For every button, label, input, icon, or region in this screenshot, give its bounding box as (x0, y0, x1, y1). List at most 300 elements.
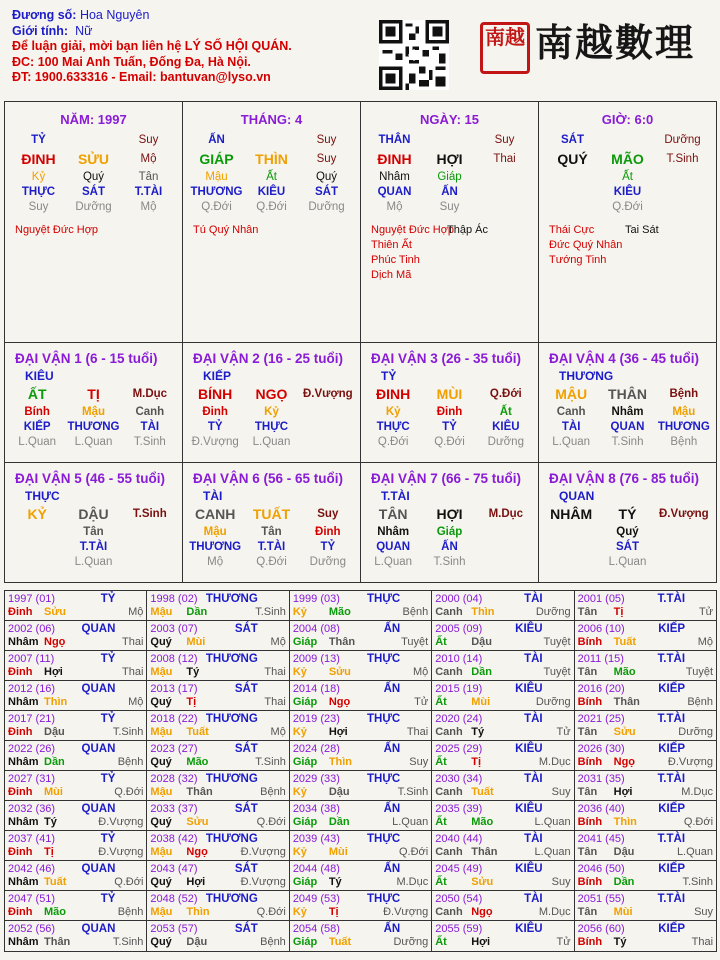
annual-stage: Bệnh (117, 756, 144, 768)
annual-cell (432, 681, 574, 710)
hidden-stem: Kỷ (31, 171, 46, 183)
annual-year: 2032 (36) (8, 803, 56, 815)
annual-top (578, 833, 713, 846)
annual-branch: Tị (328, 906, 339, 918)
stage: L.Quan (74, 436, 113, 448)
annual-stage: L.Quan (534, 846, 571, 858)
pillar-star: THÂN (378, 134, 411, 146)
dai-van-star: THƯƠNG (559, 369, 614, 383)
annual-top (578, 803, 713, 816)
annual-top (293, 833, 428, 846)
annual-stage: Bệnh (117, 906, 144, 918)
dai-van-hidden-stems (361, 525, 538, 540)
stage (9, 555, 65, 570)
annual-branch: Tuất (613, 636, 637, 648)
annual-stage: Đ.Vượng (98, 816, 144, 828)
annual-cell (147, 711, 289, 740)
annual-year: 2023 (27) (150, 743, 198, 755)
annual-stem: Ất (435, 696, 447, 708)
annual-branch: Sửu (186, 816, 209, 828)
annual-stem: Bính (577, 816, 603, 828)
annual-cell (432, 801, 574, 830)
annual-bottom (435, 816, 570, 829)
annual-branch: Tuất (328, 936, 352, 948)
annual-year: 2030 (34) (435, 773, 483, 785)
annual-stage: Dưỡng (393, 936, 429, 948)
annual-cell (147, 651, 289, 680)
annual-bottom (435, 636, 570, 649)
stage: T.Sinh (133, 436, 166, 448)
stage: Q.Đới (256, 556, 287, 568)
annual-stem: Kỷ (292, 666, 307, 678)
annual-bottom (435, 936, 570, 949)
dai-van-title: ĐẠI VẬN 3 (26 - 35 tuổi) (371, 351, 522, 366)
annual-stem: Đinh (8, 906, 33, 918)
annual-branch: Tý (44, 816, 57, 828)
annual-stage: Bệnh (402, 606, 429, 618)
annual-year: 2042 (46) (8, 863, 56, 875)
annual-year: 2031 (35) (577, 773, 625, 785)
name-line (12, 8, 372, 24)
annual-cell (575, 801, 716, 830)
hidden-star: THỰC (254, 421, 289, 433)
annual-branch: Dậu (471, 636, 492, 648)
annual-stem: Mậu (150, 786, 173, 798)
dai-van-can: ẤT (27, 386, 47, 402)
pillar-star-row (11, 133, 176, 148)
dai-van-can-chi (539, 383, 716, 405)
hidden-stem: Nhâm (611, 406, 644, 418)
stage: L.Quan (252, 436, 291, 448)
pillar-title: NĂM: 1997 (60, 112, 127, 127)
annual-row (5, 891, 716, 921)
annual-branch: Sửu (328, 666, 351, 678)
annual-top (8, 683, 143, 696)
annual-star: ẤN (383, 743, 401, 755)
annual-year: 2034 (38) (292, 803, 340, 815)
annual-bottom (293, 666, 428, 679)
pillar-star (66, 133, 121, 148)
annual-top (150, 683, 285, 696)
annual-cell (290, 891, 432, 920)
pillar-star: ẤN (208, 134, 225, 146)
hidden-star: THƯƠNG (67, 421, 120, 433)
annual-cell (147, 831, 289, 860)
annual-star: THỰC (367, 713, 401, 725)
stage: T.Sinh (433, 556, 466, 568)
dai-van-title: ĐẠI VẬN 7 (66 - 75 tuổi) (371, 471, 522, 486)
annual-stem: Nhâm (8, 816, 39, 828)
dai-van-can-chi (183, 503, 360, 525)
pillar-hidden-stars (11, 185, 176, 200)
annual-stem: Nhâm (8, 936, 39, 948)
qr-code-icon (379, 20, 449, 90)
hidden-stem (9, 525, 65, 540)
dai-van-hidden-stars (361, 420, 538, 435)
annual-star: KIÊU (515, 923, 543, 935)
annual-star: TÀI (524, 773, 543, 785)
annual-star: SÁT (234, 683, 258, 695)
gender-label: Giới tính: (12, 23, 69, 38)
annual-stem: Nhâm (8, 756, 39, 768)
annual-cell (290, 651, 432, 680)
annual-bottom (150, 786, 285, 799)
annual-branch: Tuất (44, 876, 67, 888)
annual-top (293, 743, 428, 756)
annual-year: 2025 (29) (435, 743, 483, 755)
hidden-star (656, 540, 712, 555)
annual-top (578, 713, 713, 726)
hidden-stem: Nhâm (379, 171, 410, 183)
dai-van-hidden-stars (5, 420, 182, 435)
annual-bottom (8, 666, 143, 679)
annual-cell (575, 921, 716, 951)
annual-stage: Đ.Vượng (383, 906, 429, 918)
annual-bottom (150, 816, 285, 829)
dai-van-can: CANH (194, 506, 236, 522)
annual-branch: Dậu (328, 786, 350, 798)
annual-top (150, 653, 285, 666)
annual-year: 2029 (33) (292, 773, 340, 785)
dai-van-hidden-stems (5, 525, 182, 540)
annual-row (5, 831, 716, 861)
annual-star: ẤN (383, 623, 401, 635)
annual-star: SÁT (234, 623, 258, 635)
dai-van-stages (5, 555, 182, 570)
annual-star: ẤN (383, 923, 401, 935)
hidden-star: QUAN (376, 541, 411, 553)
dai-van-hidden-stars (183, 420, 360, 435)
annual-year: 2027 (31) (8, 773, 56, 785)
hidden-stem: Mậu (203, 526, 227, 538)
annual-cell (432, 711, 574, 740)
dai-van-title: ĐẠI VẬN 2 (16 - 25 tuổi) (193, 351, 344, 366)
pillar-star: TỶ (31, 134, 46, 146)
annual-stem: Canh (435, 726, 463, 738)
annual-stage: Bệnh (260, 786, 286, 798)
annual-top (435, 893, 570, 906)
annual-stage: Tuyệt (543, 636, 571, 648)
annual-branch: Hợi (44, 666, 63, 678)
annual-bottom (578, 846, 713, 859)
dai-van-can-chi (5, 383, 182, 405)
annual-stem: Quý (150, 756, 172, 768)
annual-year: 1999 (03) (292, 593, 340, 605)
annual-cell (290, 771, 432, 800)
annual-branch: Mão (328, 606, 351, 618)
annual-cell (5, 711, 147, 740)
pillar-3 (361, 102, 539, 342)
annual-stem: Bính (577, 876, 603, 888)
annual-bottom (435, 846, 570, 859)
annual-cell (290, 681, 432, 710)
stage: Suy (28, 201, 49, 213)
annual-bottom (8, 636, 143, 649)
hidden-stem: Mậu (672, 406, 696, 418)
stage (543, 555, 599, 570)
dai-van-5 (5, 463, 183, 582)
annual-branch: Ngọ (613, 756, 636, 768)
dai-van-row-1 (5, 343, 716, 463)
annual-branch: Thân (44, 936, 71, 948)
hidden-star: TỶ (320, 541, 336, 553)
annual-cell (290, 621, 432, 650)
annual-top (293, 893, 428, 906)
annual-branch: Mùi (613, 906, 633, 918)
annual-top (578, 773, 713, 786)
pillar-main: ĐINH (21, 151, 56, 167)
stage (477, 200, 532, 215)
annual-stage: Đ.Vượng (240, 846, 286, 858)
hidden-star: QUAN (610, 421, 645, 433)
annual-cell (432, 771, 574, 800)
hidden-stem: Ất (266, 171, 277, 183)
pillar-star: Suy (494, 134, 515, 146)
annual-bottom (578, 666, 713, 679)
annual-year: 2049 (53) (292, 893, 340, 905)
annual-top (435, 803, 570, 816)
annual-star: KIÊU (515, 683, 543, 695)
annual-stem: Kỷ (292, 606, 307, 618)
annual-star: QUAN (81, 743, 116, 755)
dai-van-1 (5, 343, 183, 462)
annual-top (8, 923, 143, 936)
annual-cell (575, 771, 716, 800)
annual-table (4, 590, 717, 952)
annual-top (293, 683, 428, 696)
annual-cell (5, 741, 147, 770)
hidden-star: TỶ (442, 421, 457, 433)
hidden-stem (655, 170, 710, 185)
dai-van-row-2 (5, 463, 716, 582)
annual-stage: Q.Đới (399, 846, 429, 858)
annual-bottom (578, 876, 713, 889)
annual-stem: Canh (435, 906, 463, 918)
annual-stage: Mộ (412, 666, 429, 678)
annual-top (578, 923, 713, 936)
annual-bottom (8, 846, 143, 859)
annual-cell (575, 711, 716, 740)
annual-star: KIÊU (515, 803, 543, 815)
annual-bottom (150, 936, 285, 949)
annual-stem: Mậu (150, 726, 173, 738)
annual-year: 2012 (16) (8, 683, 56, 695)
dai-van-chi: TÝ (618, 506, 637, 522)
hidden-stem: Đinh (202, 406, 228, 418)
annual-year: 2010 (14) (435, 653, 483, 665)
dai-van-star: TỶ (381, 369, 397, 383)
annual-year: 2051 (55) (577, 893, 625, 905)
chart-grid (4, 101, 717, 583)
annual-stage: L.Quan (676, 846, 714, 858)
annual-cell (432, 921, 574, 951)
brand-calligraphy: 南越數理 (535, 20, 696, 65)
annual-stem: Giáp (292, 756, 318, 768)
annual-stem: Bính (577, 756, 603, 768)
annual-cell (147, 741, 289, 770)
dai-van-chi: THÂN (608, 386, 647, 402)
annual-cell (575, 591, 716, 620)
hidden-star: TÀI (561, 421, 581, 433)
annual-bottom (578, 636, 713, 649)
annual-top (435, 653, 570, 666)
annual-stage: Tử (556, 726, 571, 738)
annual-stage: Tử (698, 606, 714, 618)
annual-top (435, 833, 570, 846)
annual-stage: Tuyệt (543, 666, 571, 678)
contact-line: Để luận giải, mời bạn liên hệ LÝ SỐ HỘI QUÁN. (12, 39, 292, 53)
pillar-1 (5, 102, 183, 342)
annual-branch: Sửu (471, 876, 494, 888)
annual-top (293, 713, 428, 726)
hidden-stem: Giáp (437, 171, 462, 183)
annual-star: TÀI (524, 653, 543, 665)
annual-cell (147, 771, 289, 800)
annual-row (5, 651, 716, 681)
annual-bottom (578, 696, 713, 709)
annual-row (5, 621, 716, 651)
stage (545, 200, 600, 215)
annual-star: ẤN (383, 803, 401, 815)
annual-row (5, 801, 716, 831)
annual-top (578, 593, 713, 606)
annual-year: 2041 (45) (577, 833, 625, 845)
pillar-hidden-stems (11, 170, 176, 185)
annual-star: THỰC (367, 653, 401, 665)
annual-year: 2047 (51) (8, 893, 56, 905)
annual-top (435, 713, 570, 726)
note: Đức Quý Nhân (549, 239, 623, 251)
annual-cell (147, 591, 289, 620)
annual-stage: T.Sinh (397, 786, 429, 798)
annual-stem: Mậu (150, 606, 173, 618)
annual-star: SÁT (234, 863, 258, 875)
hidden-star (9, 540, 65, 555)
pillar-star-row (545, 133, 710, 148)
annual-year: 2004 (08) (292, 623, 340, 635)
annual-year: 2009 (13) (292, 653, 340, 665)
annual-stage: T.Sinh (112, 726, 144, 738)
annual-star: THƯƠNG (205, 653, 258, 665)
stage: Mộ (386, 201, 403, 213)
name-value: Hoa Nguyên (79, 8, 150, 22)
annual-year: 2000 (04) (435, 593, 483, 605)
dai-van-4 (539, 343, 716, 462)
annual-stage: T.Sinh (682, 876, 714, 888)
annual-stage: Tử (556, 936, 571, 948)
dai-van-hidden-stars (183, 540, 360, 555)
annual-stem: Ất (435, 756, 447, 768)
dai-van-can: MẬU (555, 386, 588, 402)
annual-stage: M.Dục (396, 876, 429, 888)
stage: Dưỡng (309, 556, 346, 568)
annual-top (435, 683, 570, 696)
note-right: Thập Ác (447, 224, 488, 236)
annual-branch: Sửu (613, 726, 636, 738)
annual-stem: Quý (150, 636, 172, 648)
annual-star: THƯƠNG (205, 713, 258, 725)
dai-van-title: ĐẠI VẬN 4 (36 - 45 tuổi) (549, 351, 700, 366)
annual-top (8, 713, 143, 726)
annual-cell (290, 711, 432, 740)
dai-van-stages (361, 435, 538, 450)
annual-branch: Tị (471, 756, 481, 768)
pillar-star: Suy (316, 134, 337, 146)
annual-stem: Tân (577, 606, 598, 618)
annual-stage: Thai (264, 666, 286, 678)
annual-bottom (293, 906, 428, 919)
pillar-stages (545, 200, 710, 215)
annual-star: TỶ (100, 713, 116, 725)
annual-top (8, 803, 143, 816)
annual-stage: M.Dục (538, 756, 571, 768)
annual-stem: Ất (435, 636, 447, 648)
annual-cell (147, 921, 289, 951)
annual-star: T.TÀI (657, 893, 686, 905)
dai-van-stages (5, 435, 182, 450)
annual-stage: L.Quan (392, 816, 429, 828)
stage: Dưỡng (75, 201, 112, 213)
dai-van-stages (539, 435, 716, 450)
annual-stem: Tân (577, 786, 598, 798)
stage: L.Quan (18, 436, 57, 448)
annual-cell (147, 801, 289, 830)
dai-van-can: BÍNH (198, 386, 233, 402)
annual-row (5, 711, 716, 741)
red-seal-stamp: 南越 (480, 22, 530, 74)
annual-branch: Tị (44, 846, 54, 858)
annual-stage: Q.Đới (114, 876, 144, 888)
annual-top (150, 833, 285, 846)
annual-cell (5, 651, 147, 680)
annual-row (5, 681, 716, 711)
annual-branch: Hợi (328, 726, 348, 738)
annual-top (8, 653, 143, 666)
hidden-stem: Kỷ (264, 406, 279, 418)
annual-stem: Nhâm (8, 696, 39, 708)
annual-stage: Mộ (128, 696, 144, 708)
annual-stem: Nhâm (8, 876, 39, 888)
annual-star: TỶ (100, 833, 116, 845)
pillar-can-chi (367, 148, 532, 170)
dai-van-2 (183, 343, 361, 462)
annual-branch: Thìn (328, 756, 353, 768)
annual-star: KIẾP (658, 863, 686, 875)
hidden-star (300, 420, 356, 435)
hidden-star: THỰC (376, 421, 410, 433)
annual-top (435, 623, 570, 636)
annual-star: THỰC (367, 893, 401, 905)
annual-star: TỶ (100, 893, 116, 905)
annual-stem: Bính (577, 936, 603, 948)
annual-year: 2005 (09) (435, 623, 483, 635)
annual-stage: Thai (122, 636, 144, 648)
hidden-stem: Bính (24, 406, 50, 418)
annual-stage: Thai (691, 936, 714, 948)
annual-stage: T.Sinh (255, 606, 286, 618)
annual-star: THƯƠNG (205, 893, 258, 905)
annual-top (293, 653, 428, 666)
annual-bottom (150, 696, 285, 709)
annual-year: 2013 (17) (150, 683, 198, 695)
annual-year: 2043 (47) (150, 863, 198, 875)
annual-branch: Mùi (471, 696, 491, 708)
annual-branch: Tý (328, 876, 342, 888)
pillar-hidden-stars (545, 185, 710, 200)
annual-stem: Giáp (292, 636, 318, 648)
annual-top (150, 773, 285, 786)
annual-bottom (150, 726, 285, 739)
